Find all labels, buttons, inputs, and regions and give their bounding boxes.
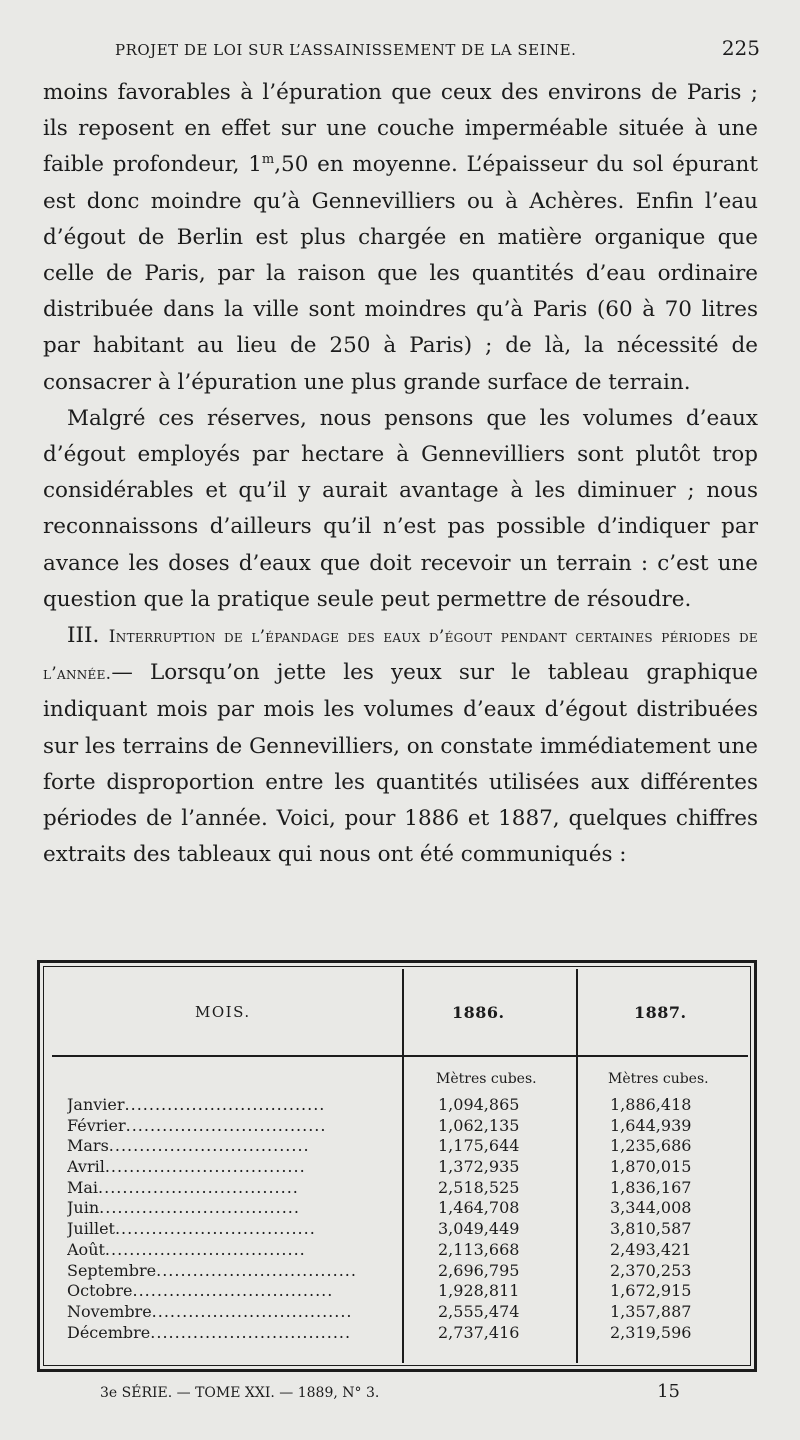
leader-dots: ................................. [114,1219,316,1239]
leader-dots: ................................. [125,1115,327,1135]
value-1886-cell: 1,062,135 [438,1115,520,1135]
table-row [67,1302,747,1323]
series-info: 3e SÉRIE. — TOME XXI. — 1889, N° 3. [100,1385,380,1401]
value-1886-cell: 2,518,525 [438,1177,520,1197]
unit-label-1886: Mètres cubes. [436,1071,537,1087]
running-head-title: PROJET DE LOI SUR L’ASSAINISSEMENT DE LA SEINE. [115,41,577,59]
table-rows [67,1095,747,1343]
page-number: 225 [721,36,760,60]
month-cell: Avril [67,1157,105,1177]
paragraph-1-text: moins favorables à l’épuration que ceux des environs de Paris ; ils reposent en effet sur une couche imperméable située à une faible profondeur, 1 [43,80,758,178]
leader-dots: ................................. [104,1239,306,1259]
table-row [67,1261,747,1282]
value-1886-cell: 1,928,811 [438,1281,520,1301]
table-row [67,1095,747,1116]
value-1887-cell: 1,644,939 [610,1115,692,1135]
value-1886-cell: 2,555,474 [438,1301,520,1321]
value-1886-cell: 1,464,708 [438,1198,520,1218]
table-column-divider [576,969,578,1363]
page-footer [100,1381,680,1402]
value-1887-cell: 2,493,421 [610,1239,692,1259]
month-cell: Septembre [67,1260,157,1280]
month-cell: Mars [67,1136,109,1156]
paragraph-1-sup: m [261,152,275,168]
month-cell: Janvier [67,1095,125,1114]
table-row [67,1219,747,1240]
leader-dots: ................................. [104,1157,306,1177]
value-1887-cell: 1,235,686 [610,1136,692,1156]
paragraph-3-text: — Lorsqu’on jette les yeux sur le tableau graphique indiquant mois par mois les volumes d’eaux d’égout distribuées sur les terrains de Gennevilliers, on constate immédiatement une forte disproportion entre les quantités utilisées aux différentes périodes de l’année. Voici, pour 1886 et 1887, quelques chiffres extraits des tableaux qui nous ont été communiqués : [43,660,758,868]
running-head [115,36,760,60]
column-header-1887: 1887. [634,1003,687,1022]
column-header-1886: 1886. [452,1003,505,1022]
leader-dots: ................................. [124,1095,326,1114]
body-text [43,75,758,873]
leader-dots: ................................. [98,1177,299,1197]
value-1887-cell: 1,357,887 [610,1301,692,1321]
table-row [67,1136,747,1157]
table-row [67,1240,747,1261]
leader-dots: ................................. [99,1198,300,1218]
value-1886-cell: 3,049,449 [438,1219,520,1239]
month-cell: Juin [67,1198,100,1218]
value-1886-cell: 2,737,416 [438,1322,520,1342]
month-cell: Octobre [67,1281,133,1301]
table-row [67,1281,747,1302]
value-1887-cell: 1,836,167 [610,1177,692,1197]
month-cell: Novembre [67,1301,152,1321]
month-cell: Juillet [67,1219,115,1239]
value-1887-cell: 1,870,015 [610,1157,692,1177]
value-1887-cell: 1,886,418 [610,1095,692,1114]
value-1886-cell: 1,175,644 [438,1136,520,1156]
table-row [67,1198,747,1219]
month-cell: Décembre [67,1322,151,1342]
value-1886-cell: 2,696,795 [438,1260,520,1280]
section-heading: Interruption de l’épandage des eaux d’égout pendant certaines périodes de l’année. [43,627,758,685]
table-row [67,1178,747,1199]
table-row [67,1116,747,1137]
month-cell: Août [67,1239,105,1259]
value-1886-cell: 1,094,865 [438,1095,520,1114]
month-cell: Février [67,1115,126,1135]
leader-dots: ................................. [108,1136,310,1156]
leader-dots: ................................. [132,1281,334,1301]
table-row [67,1157,747,1178]
monthly-volumes-table [37,960,757,1372]
value-1886-cell: 1,372,935 [438,1157,520,1177]
leader-dots: ................................. [156,1260,357,1280]
section-number: III. [67,623,100,649]
paragraph-3 [43,618,758,873]
value-1887-cell: 2,319,596 [610,1322,692,1342]
paragraph-2: Malgré ces réserves, nous pensons que les volumes d’eaux d’égout employés par hectare à Gennevilliers sont plutôt trop considérables et qu’il y aurait avantage à les diminuer ; nous reconnaissons d’ailleurs qu’il n’est pas possible d’indiquer par avance les doses d’eaux que doit recevoir un terrain : c’est une question que la pratique seule peut permettre de résoudre. [43,405,758,612]
month-cell: Mai [67,1177,99,1197]
value-1887-cell: 1,672,915 [610,1281,692,1301]
paragraph-1 [43,75,758,401]
column-header-month: MOIS. [195,1003,251,1021]
table-column-divider [402,969,404,1363]
leader-dots: ................................. [150,1322,352,1342]
unit-label-1887: Mètres cubes. [608,1071,709,1087]
table-header-divider [52,1055,748,1057]
value-1887-cell: 3,344,008 [610,1198,692,1218]
table-row [67,1323,747,1344]
value-1887-cell: 3,810,587 [610,1219,692,1239]
leader-dots: ................................. [151,1301,353,1321]
value-1886-cell: 2,113,668 [438,1239,520,1259]
paragraph-1-text-rest: ,50 en moyenne. L’épaisseur du sol épurant est donc moindre qu’à Gennevilliers ou à Achères. Enfin l’eau d’égout de Berlin est plus chargée en matière organique que celle de Paris, par la raison que les quantités d’eau ordinaire distribuée dans la ville sont moindres qu’à Paris (60 à 70 litres par habitant au lieu de 250 à Paris) ; de là, la nécessité de consacrer à l’épuration une plus grande surface de terrain. [43,152,758,395]
signature-mark: 15 [657,1381,680,1402]
value-1887-cell: 2,370,253 [610,1260,692,1280]
